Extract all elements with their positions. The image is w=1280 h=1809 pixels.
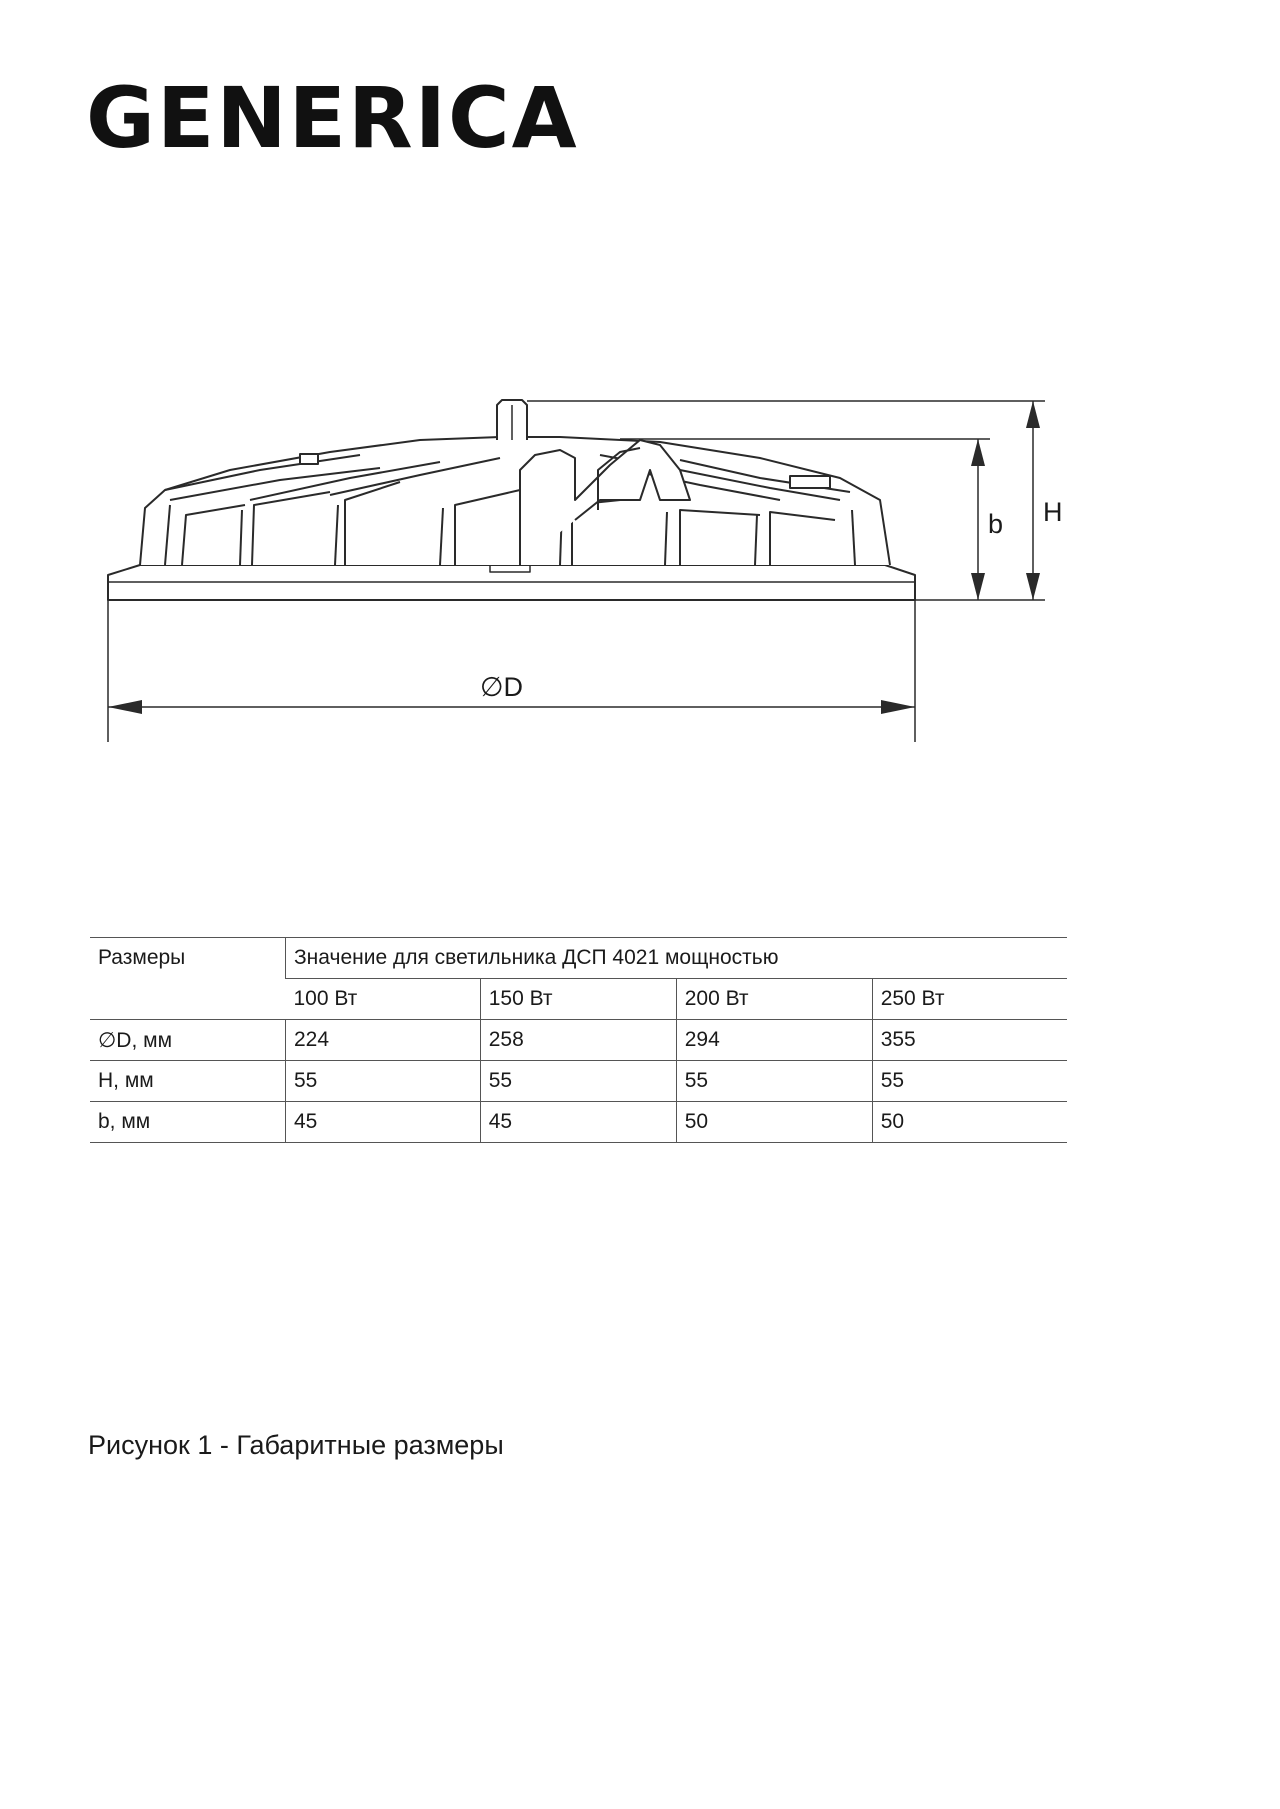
- table-cell: 55: [286, 1061, 481, 1102]
- table-cell: 258: [480, 1020, 676, 1061]
- power-header: 200 Вт: [676, 979, 872, 1020]
- figure-caption: Рисунок 1 - Габаритные размеры: [88, 1430, 504, 1460]
- row-label: ∅D, мм: [90, 1020, 286, 1061]
- table-row: [90, 1020, 1067, 1061]
- power-header: 100 Вт: [286, 979, 481, 1020]
- row-label: H, мм: [90, 1061, 286, 1102]
- table-cell: 55: [676, 1061, 872, 1102]
- header-dimensions: Размеры: [90, 938, 286, 1020]
- power-header: 150 Вт: [480, 979, 676, 1020]
- table-cell: 50: [676, 1102, 872, 1143]
- brand-logo: GENERICA: [86, 69, 579, 167]
- table-row: [90, 1061, 1067, 1102]
- power-header: 250 Вт: [872, 979, 1067, 1020]
- table-cell: 45: [286, 1102, 481, 1143]
- table-cell: 50: [872, 1102, 1067, 1143]
- dimensions-table: [90, 937, 1067, 1143]
- table-cell: 55: [872, 1061, 1067, 1102]
- dimension-label-b: b: [988, 509, 1004, 539]
- table-header-row: [90, 938, 1067, 979]
- luminaire-dimension-drawing: [0, 380, 1280, 760]
- table-cell: 224: [286, 1020, 481, 1061]
- table-cell: 294: [676, 1020, 872, 1061]
- dimension-label-h: H: [1043, 497, 1063, 527]
- dimension-label-diameter: ∅D: [480, 672, 524, 702]
- row-label: b, мм: [90, 1102, 286, 1143]
- table-cell: 45: [480, 1102, 676, 1143]
- table-cell: 355: [872, 1020, 1067, 1061]
- table-cell: 55: [480, 1061, 676, 1102]
- header-values: Значение для светильника ДСП 4021 мощностью: [286, 938, 1068, 979]
- table-row: [90, 1102, 1067, 1143]
